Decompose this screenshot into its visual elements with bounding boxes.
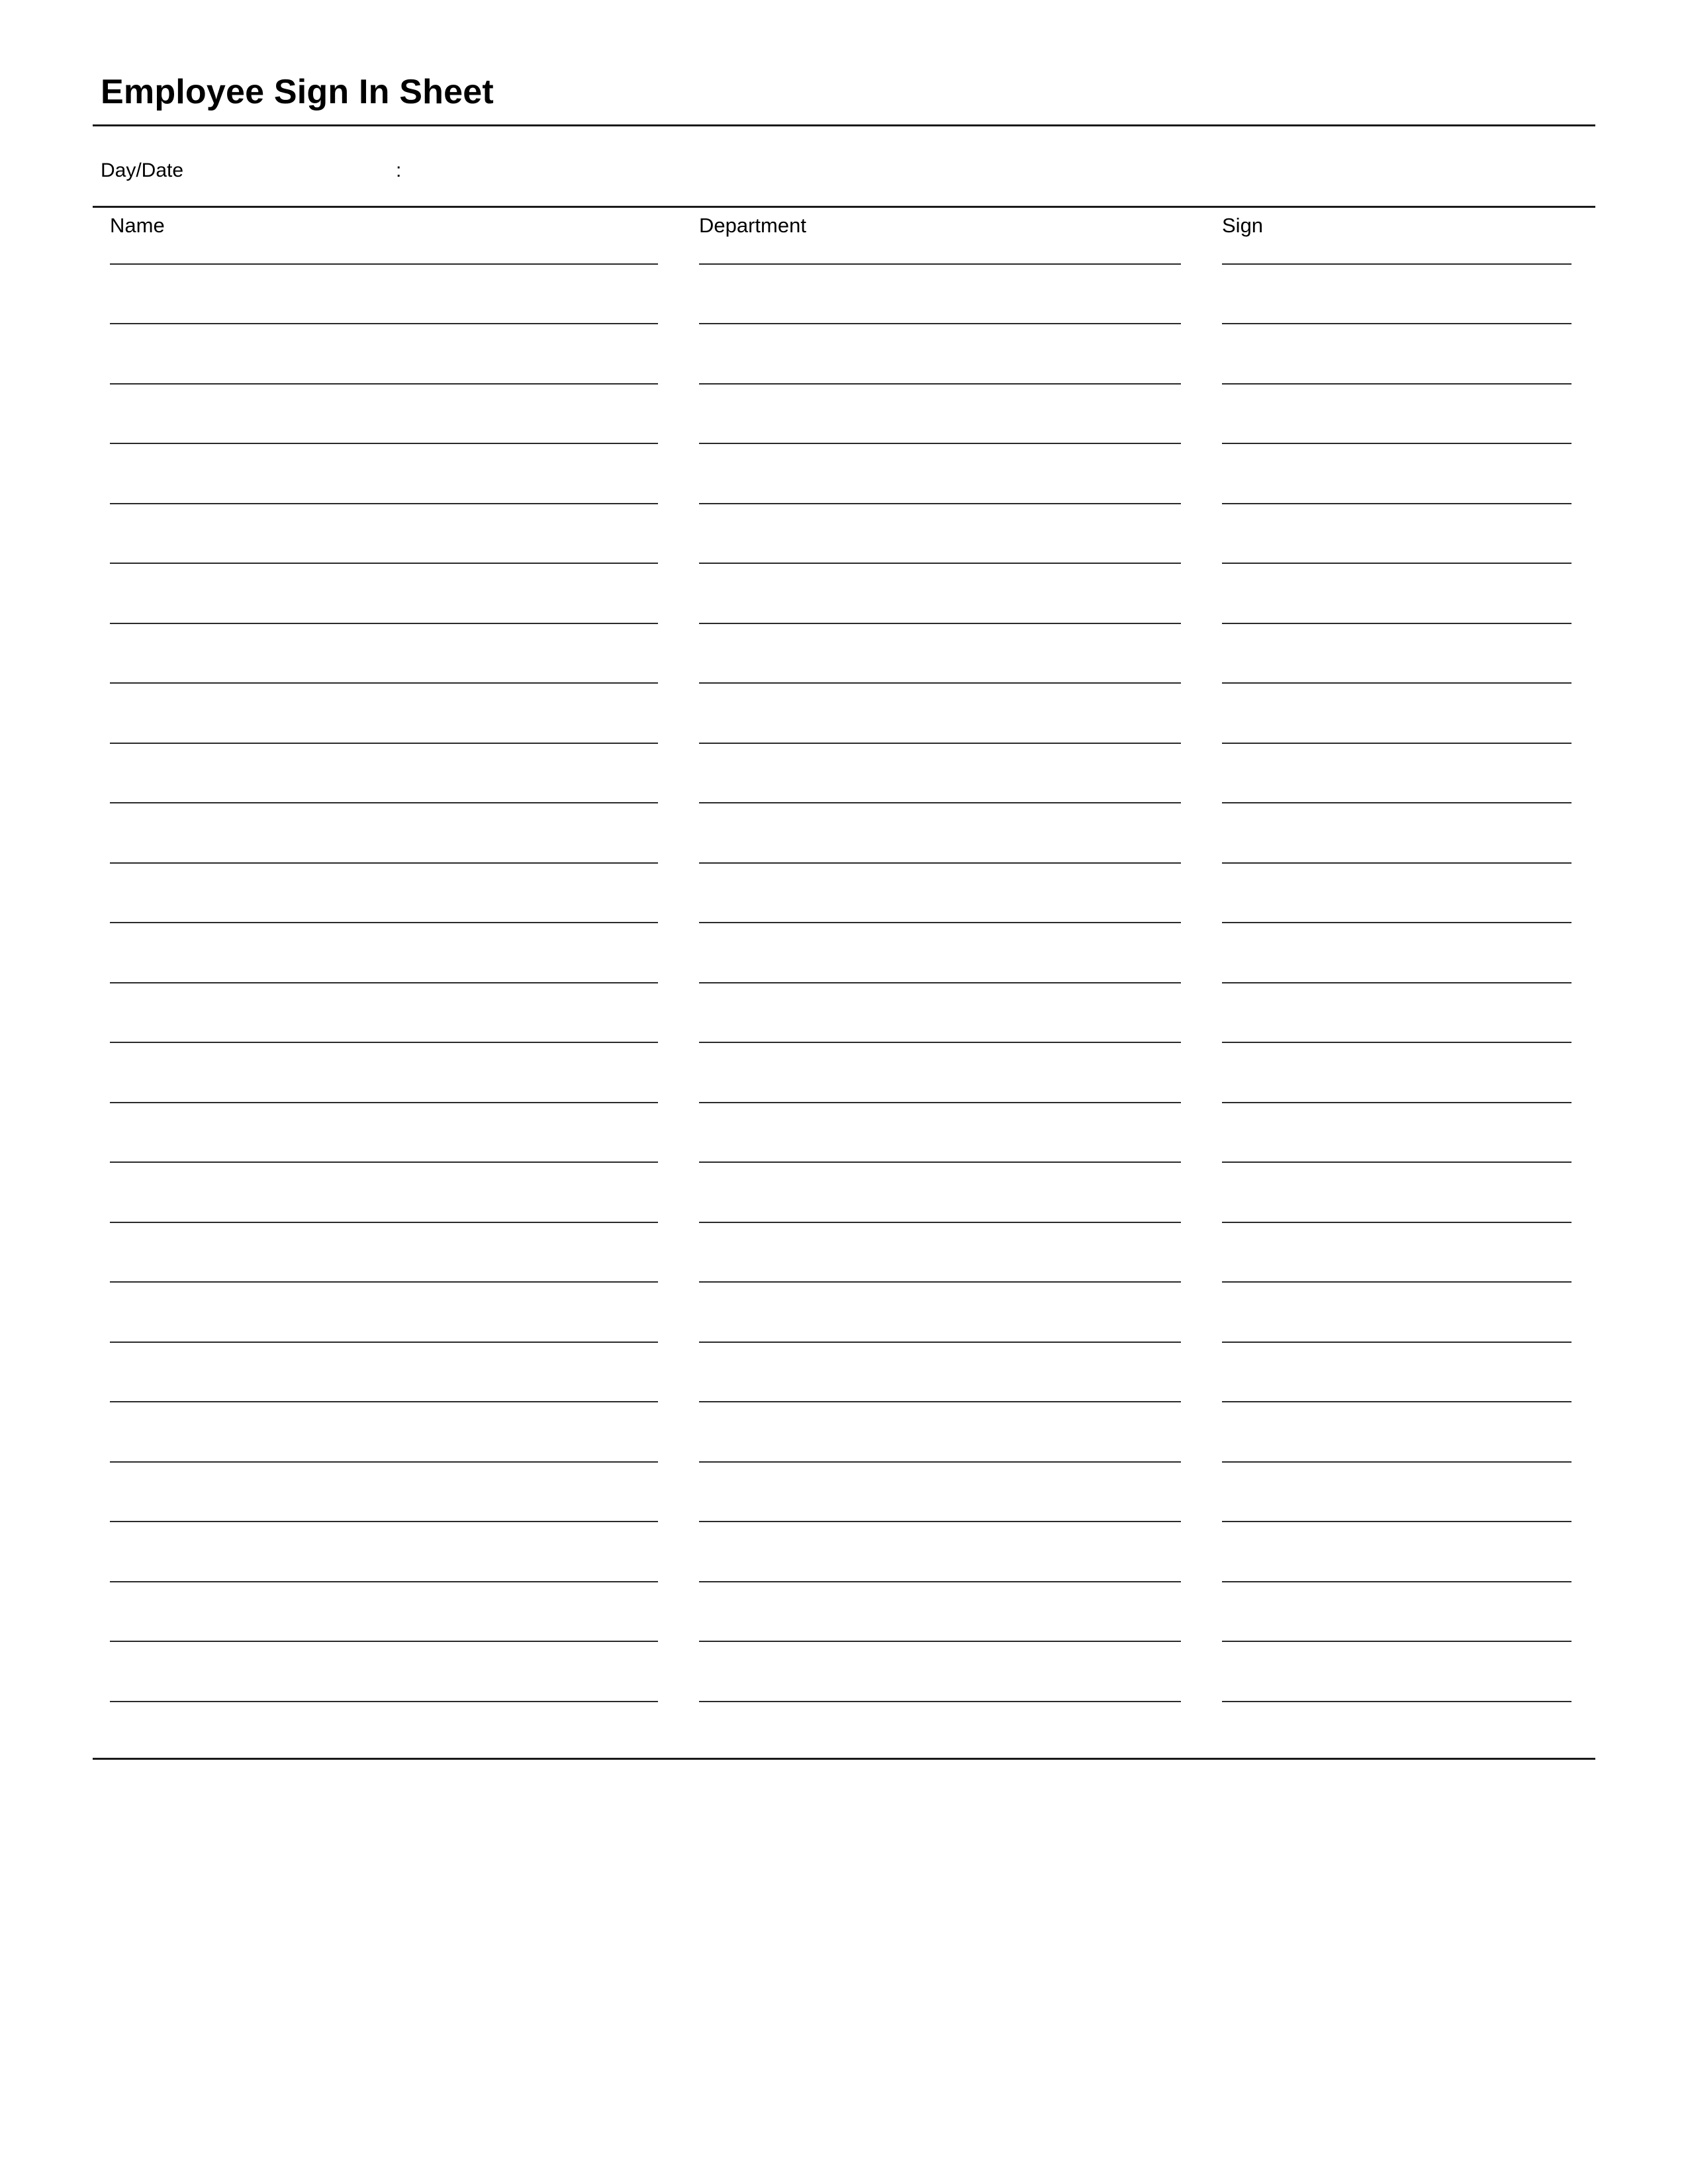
cell-name-value[interactable] xyxy=(110,1680,658,1700)
cell-sign-value[interactable] xyxy=(1222,1021,1571,1040)
cell-sign[interactable] xyxy=(1205,1103,1595,1163)
cell-name-value[interactable] xyxy=(110,661,658,681)
cell-sign-value[interactable] xyxy=(1222,362,1571,382)
cell-sign-value[interactable] xyxy=(1222,1619,1571,1639)
cell-sign[interactable] xyxy=(1205,1163,1595,1223)
cell-sign[interactable] xyxy=(1205,444,1595,504)
cell-department[interactable] xyxy=(682,1283,1205,1343)
cell-name-value[interactable] xyxy=(110,1500,658,1520)
table-row xyxy=(93,803,1595,864)
cell-name[interactable] xyxy=(93,983,682,1044)
cell-sign-value[interactable] xyxy=(1222,661,1571,681)
cell-department[interactable] xyxy=(682,1522,1205,1582)
cell-sign-value[interactable] xyxy=(1222,1260,1571,1280)
cell-sign-value[interactable] xyxy=(1222,541,1571,561)
title-block xyxy=(93,73,1595,126)
cell-department-value[interactable] xyxy=(699,1560,1181,1580)
cell-department-value[interactable] xyxy=(699,422,1181,441)
cell-department[interactable] xyxy=(682,1642,1205,1702)
table-row xyxy=(93,1522,1595,1582)
cell-name[interactable] xyxy=(93,744,682,804)
cell-name[interactable] xyxy=(93,1522,682,1582)
cell-sign[interactable] xyxy=(1205,744,1595,804)
cell-sign[interactable] xyxy=(1205,1343,1595,1403)
cell-sign-value[interactable] xyxy=(1222,1380,1571,1400)
cell-sign-value[interactable] xyxy=(1222,1201,1571,1220)
cell-department[interactable] xyxy=(682,1343,1205,1403)
cell-department-value[interactable] xyxy=(699,721,1181,741)
cell-sign-value[interactable] xyxy=(1222,1560,1571,1580)
page-title: Employee Sign In Sheet xyxy=(101,73,494,111)
cell-name[interactable] xyxy=(93,864,682,924)
cell-department-value[interactable] xyxy=(699,1320,1181,1340)
cell-sign[interactable] xyxy=(1205,265,1595,325)
cell-department[interactable] xyxy=(682,923,1205,983)
cell-sign[interactable] xyxy=(1205,1043,1595,1103)
cell-name-value[interactable] xyxy=(110,422,658,441)
cell-sign[interactable] xyxy=(1205,684,1595,744)
day-date-row xyxy=(93,126,1595,206)
cell-name[interactable] xyxy=(93,624,682,684)
cell-name-value[interactable] xyxy=(110,1021,658,1040)
cell-name-value[interactable] xyxy=(110,1320,658,1340)
cell-name[interactable] xyxy=(93,324,682,385)
cell-name-value[interactable] xyxy=(110,302,658,322)
column-header-department-label: Department xyxy=(699,213,806,237)
cell-sign-value[interactable] xyxy=(1222,1320,1571,1340)
cell-sign-value[interactable] xyxy=(1222,1500,1571,1520)
cell-name-value[interactable] xyxy=(110,841,658,861)
cell-sign[interactable] xyxy=(1205,1402,1595,1463)
cell-name-value[interactable] xyxy=(110,901,658,921)
cell-name-value[interactable] xyxy=(110,961,658,981)
cell-name[interactable] xyxy=(93,923,682,983)
cell-department[interactable] xyxy=(682,504,1205,565)
cell-department-value[interactable] xyxy=(699,1201,1181,1220)
column-header-name xyxy=(93,208,682,265)
table-bottom-border xyxy=(93,1758,1595,1760)
cell-sign[interactable] xyxy=(1205,385,1595,445)
cell-department[interactable] xyxy=(682,324,1205,385)
cell-sign[interactable] xyxy=(1205,564,1595,624)
cell-department[interactable] xyxy=(682,1163,1205,1223)
cell-department-value[interactable] xyxy=(699,1619,1181,1639)
cell-department[interactable] xyxy=(682,1103,1205,1163)
table-row xyxy=(93,265,1595,325)
cell-department-value[interactable] xyxy=(699,602,1181,621)
table-row xyxy=(93,983,1595,1044)
table-row xyxy=(93,385,1595,445)
cell-name[interactable] xyxy=(93,1163,682,1223)
cell-sign-value[interactable] xyxy=(1222,841,1571,861)
cell-sign[interactable] xyxy=(1205,1463,1595,1523)
cell-department-value[interactable] xyxy=(699,482,1181,502)
cell-name-value[interactable] xyxy=(110,1560,658,1580)
cell-name[interactable] xyxy=(93,1582,682,1643)
cell-department[interactable] xyxy=(682,1582,1205,1643)
cell-sign[interactable] xyxy=(1205,1522,1595,1582)
cell-sign[interactable] xyxy=(1205,1582,1595,1643)
cell-sign-value[interactable] xyxy=(1222,482,1571,502)
table-row xyxy=(93,1223,1595,1283)
cell-department-value[interactable] xyxy=(699,901,1181,921)
cell-name-value[interactable] xyxy=(110,1440,658,1460)
table-row xyxy=(93,1043,1595,1103)
cell-department[interactable] xyxy=(682,444,1205,504)
cell-name-value[interactable] xyxy=(110,1260,658,1280)
cell-name-value[interactable] xyxy=(110,541,658,561)
cell-name-value[interactable] xyxy=(110,1619,658,1639)
cell-department[interactable] xyxy=(682,1463,1205,1523)
cell-department[interactable] xyxy=(682,803,1205,864)
cell-sign-value[interactable] xyxy=(1222,302,1571,322)
table-row xyxy=(93,1283,1595,1343)
cell-name-value[interactable] xyxy=(110,721,658,741)
table-row xyxy=(93,624,1595,684)
cell-sign[interactable] xyxy=(1205,504,1595,565)
cell-department[interactable] xyxy=(682,564,1205,624)
cell-sign[interactable] xyxy=(1205,1223,1595,1283)
cell-name[interactable] xyxy=(93,684,682,744)
cell-name[interactable] xyxy=(93,1402,682,1463)
cell-name-value[interactable] xyxy=(110,482,658,502)
table-row xyxy=(93,923,1595,983)
cell-name[interactable] xyxy=(93,444,682,504)
cell-name-value[interactable] xyxy=(110,1140,658,1160)
cell-sign[interactable] xyxy=(1205,1283,1595,1343)
cell-sign-value[interactable] xyxy=(1222,781,1571,801)
day-date-label: Day/Date xyxy=(101,159,184,181)
cell-sign-value[interactable] xyxy=(1222,721,1571,741)
cell-sign-value[interactable] xyxy=(1222,602,1571,621)
cell-department-value[interactable] xyxy=(699,1081,1181,1101)
cell-department[interactable] xyxy=(682,1043,1205,1103)
cell-department[interactable] xyxy=(682,983,1205,1044)
cell-sign-value[interactable] xyxy=(1222,1440,1571,1460)
cell-department[interactable] xyxy=(682,624,1205,684)
cell-department[interactable] xyxy=(682,744,1205,804)
cell-department-value[interactable] xyxy=(699,1500,1181,1520)
cell-name[interactable] xyxy=(93,385,682,445)
cell-department-value[interactable] xyxy=(699,362,1181,382)
table-row xyxy=(93,1642,1595,1702)
column-header-sign xyxy=(1205,208,1595,265)
table-row xyxy=(93,504,1595,565)
cell-name[interactable] xyxy=(93,803,682,864)
cell-department[interactable] xyxy=(682,864,1205,924)
sign-in-table xyxy=(93,206,1595,1702)
cell-sign[interactable] xyxy=(1205,864,1595,924)
table-row xyxy=(93,1163,1595,1223)
table-row xyxy=(93,1582,1595,1643)
row-rule-name xyxy=(110,1701,658,1702)
cell-sign-value[interactable] xyxy=(1222,1081,1571,1101)
cell-sign[interactable] xyxy=(1205,624,1595,684)
cell-department-value[interactable] xyxy=(699,841,1181,861)
cell-department-value[interactable] xyxy=(699,1140,1181,1160)
cell-sign-value[interactable] xyxy=(1222,1140,1571,1160)
cell-sign-value[interactable] xyxy=(1222,961,1571,981)
cell-name-value[interactable] xyxy=(110,1201,658,1220)
column-header-name-label: Name xyxy=(110,213,165,237)
column-header-sign-label: Sign xyxy=(1222,213,1264,237)
cell-sign-value[interactable] xyxy=(1222,901,1571,921)
cell-name[interactable] xyxy=(93,1343,682,1403)
cell-department-value[interactable] xyxy=(699,1260,1181,1280)
cell-sign-value[interactable] xyxy=(1222,422,1571,441)
cell-sign[interactable] xyxy=(1205,983,1595,1044)
table-header-row xyxy=(93,208,1595,265)
sign-in-sheet xyxy=(93,73,1595,1760)
cell-department[interactable] xyxy=(682,1402,1205,1463)
table-row xyxy=(93,1343,1595,1403)
cell-sign[interactable] xyxy=(1205,803,1595,864)
table-row xyxy=(93,684,1595,744)
cell-department[interactable] xyxy=(682,265,1205,325)
cell-department-value[interactable] xyxy=(699,781,1181,801)
cell-name[interactable] xyxy=(93,1283,682,1343)
column-header-department xyxy=(682,208,1205,265)
cell-name[interactable] xyxy=(93,1223,682,1283)
cell-name[interactable] xyxy=(93,564,682,624)
cell-department[interactable] xyxy=(682,385,1205,445)
cell-name-value[interactable] xyxy=(110,1081,658,1101)
cell-name[interactable] xyxy=(93,1043,682,1103)
row-rule-sign xyxy=(1222,1701,1571,1702)
cell-department-value[interactable] xyxy=(699,302,1181,322)
cell-department-value[interactable] xyxy=(699,1680,1181,1700)
cell-name[interactable] xyxy=(93,1463,682,1523)
table-row xyxy=(93,1103,1595,1163)
cell-name-value[interactable] xyxy=(110,1380,658,1400)
cell-sign[interactable] xyxy=(1205,1642,1595,1702)
cell-sign-value[interactable] xyxy=(1222,1680,1571,1700)
table-row xyxy=(93,1463,1595,1523)
cell-department[interactable] xyxy=(682,1223,1205,1283)
cell-name[interactable] xyxy=(93,1103,682,1163)
cell-sign[interactable] xyxy=(1205,923,1595,983)
cell-sign[interactable] xyxy=(1205,324,1595,385)
cell-name[interactable] xyxy=(93,265,682,325)
cell-department-value[interactable] xyxy=(699,961,1181,981)
cell-department-value[interactable] xyxy=(699,1021,1181,1040)
row-rule-department xyxy=(699,1701,1181,1702)
table-row xyxy=(93,324,1595,385)
cell-name-value[interactable] xyxy=(110,602,658,621)
cell-name-value[interactable] xyxy=(110,781,658,801)
cell-department-value[interactable] xyxy=(699,1440,1181,1460)
cell-name[interactable] xyxy=(93,1642,682,1702)
cell-department-value[interactable] xyxy=(699,541,1181,561)
table-row xyxy=(93,744,1595,804)
table-row xyxy=(93,444,1595,504)
cell-department-value[interactable] xyxy=(699,661,1181,681)
cell-department[interactable] xyxy=(682,684,1205,744)
table-row xyxy=(93,864,1595,924)
day-date-separator: : xyxy=(396,159,402,181)
cell-name[interactable] xyxy=(93,504,682,565)
cell-department-value[interactable] xyxy=(699,1380,1181,1400)
cell-name-value[interactable] xyxy=(110,362,658,382)
table-row xyxy=(93,1402,1595,1463)
table-row xyxy=(93,564,1595,624)
